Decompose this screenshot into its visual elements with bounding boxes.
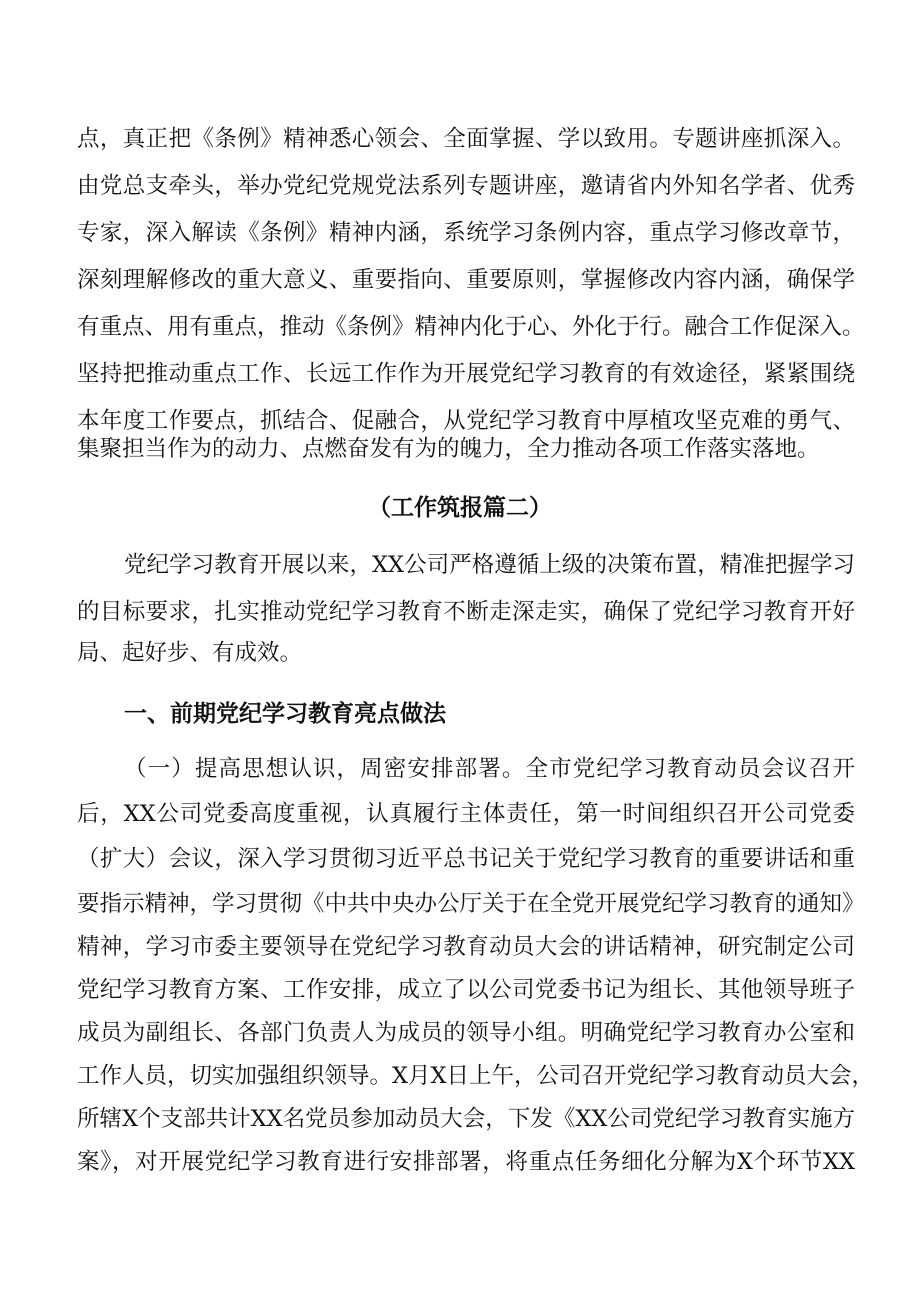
section-title: （工作筑报篇二） — [368, 495, 552, 521]
paragraph-line: 点，真正把《条例》精神悉心领会、全面掌握、学以致用。专题讲座抓深入。 — [77, 126, 855, 152]
paragraph-line: 有重点、用有重点，推动《条例》精神内化于心、外化于行。融合工作促深入。 — [77, 314, 865, 340]
heading-level-1: 一、前期党纪学习教育亮点做法 — [124, 701, 446, 727]
paragraph-line: 工作人员，切实加强组织领导。X月X日上午，公司召开党纪学习教育动员大会， — [77, 1063, 875, 1089]
paragraph-line: 专家，深入解读《条例》精神内涵，系统学习条例内容，重点学习修改章节， — [77, 220, 855, 246]
paragraph-line: 集聚担当作为的动力、点燃奋发有为的魄力，全力推动各项工作落实落地。 — [77, 436, 820, 462]
paragraph-line: 成员为副组长、各部门负责人为成员的领导小组。明确党纪学习教育办公室和 — [77, 1020, 855, 1046]
paragraph-line: 党纪学习教育方案、工作安排，成立了以公司党委书记为组长、其他领导班子 — [77, 977, 855, 1003]
paragraph-line: 坚持把推动重点工作、长远工作作为开展党纪学习教育的有效途径，紧紧围绕 — [77, 361, 855, 387]
paragraph-line: （扩大）会议，深入学习贯彻习近平总书记关于党纪学习教育的重要讲话和重 — [77, 846, 855, 872]
paragraph-line: 的目标要求，扎实推动党纪学习教育不断走深走实，确保了党纪学习教育开好 — [77, 599, 855, 625]
paragraph-line: （一）提高思想认识，周密安排部署。全市党纪学习教育动员会议召开 — [124, 756, 855, 782]
paragraph-line: 精神，学习市委主要领导在党纪学习教育动员大会的讲话精神，研究制定公司 — [77, 934, 855, 960]
paragraph-line: 所辖X个支部共计XX名党员参加动员大会，下发《XX公司党纪学习教育实施方 — [77, 1106, 855, 1132]
paragraph-line: 要指示精神，学习贯彻《中共中央办公厅关于在全党开展党纪学习教育的通知》 — [77, 891, 865, 917]
paragraph-line: 党纪学习教育开展以来，XX公司严格遵循上级的决策布置，精准把握学习 — [124, 552, 855, 578]
paragraph-line: 由党总支牵头，举办党纪党规党法系列专题讲座，邀请省内外知名学者、优秀 — [77, 173, 855, 199]
paragraph-line: 本年度工作要点，抓结合、促融合，从党纪学习教育中厚植攻坚克难的勇气、 — [77, 408, 855, 434]
paragraph-line: 深刻理解修改的重大意义、重要指向、重要原则，掌握修改内容内涵，确保学 — [77, 267, 855, 293]
paragraph-line: 后，XX公司党委高度重视，认真履行主体责任，第一时间组织召开公司党委 — [77, 801, 855, 827]
paragraph-line: 局、起好步、有成效。 — [77, 640, 303, 666]
paragraph-line: 案》，对开展党纪学习教育进行安排部署，将重点任务细化分解为X个环节XX — [77, 1149, 855, 1175]
